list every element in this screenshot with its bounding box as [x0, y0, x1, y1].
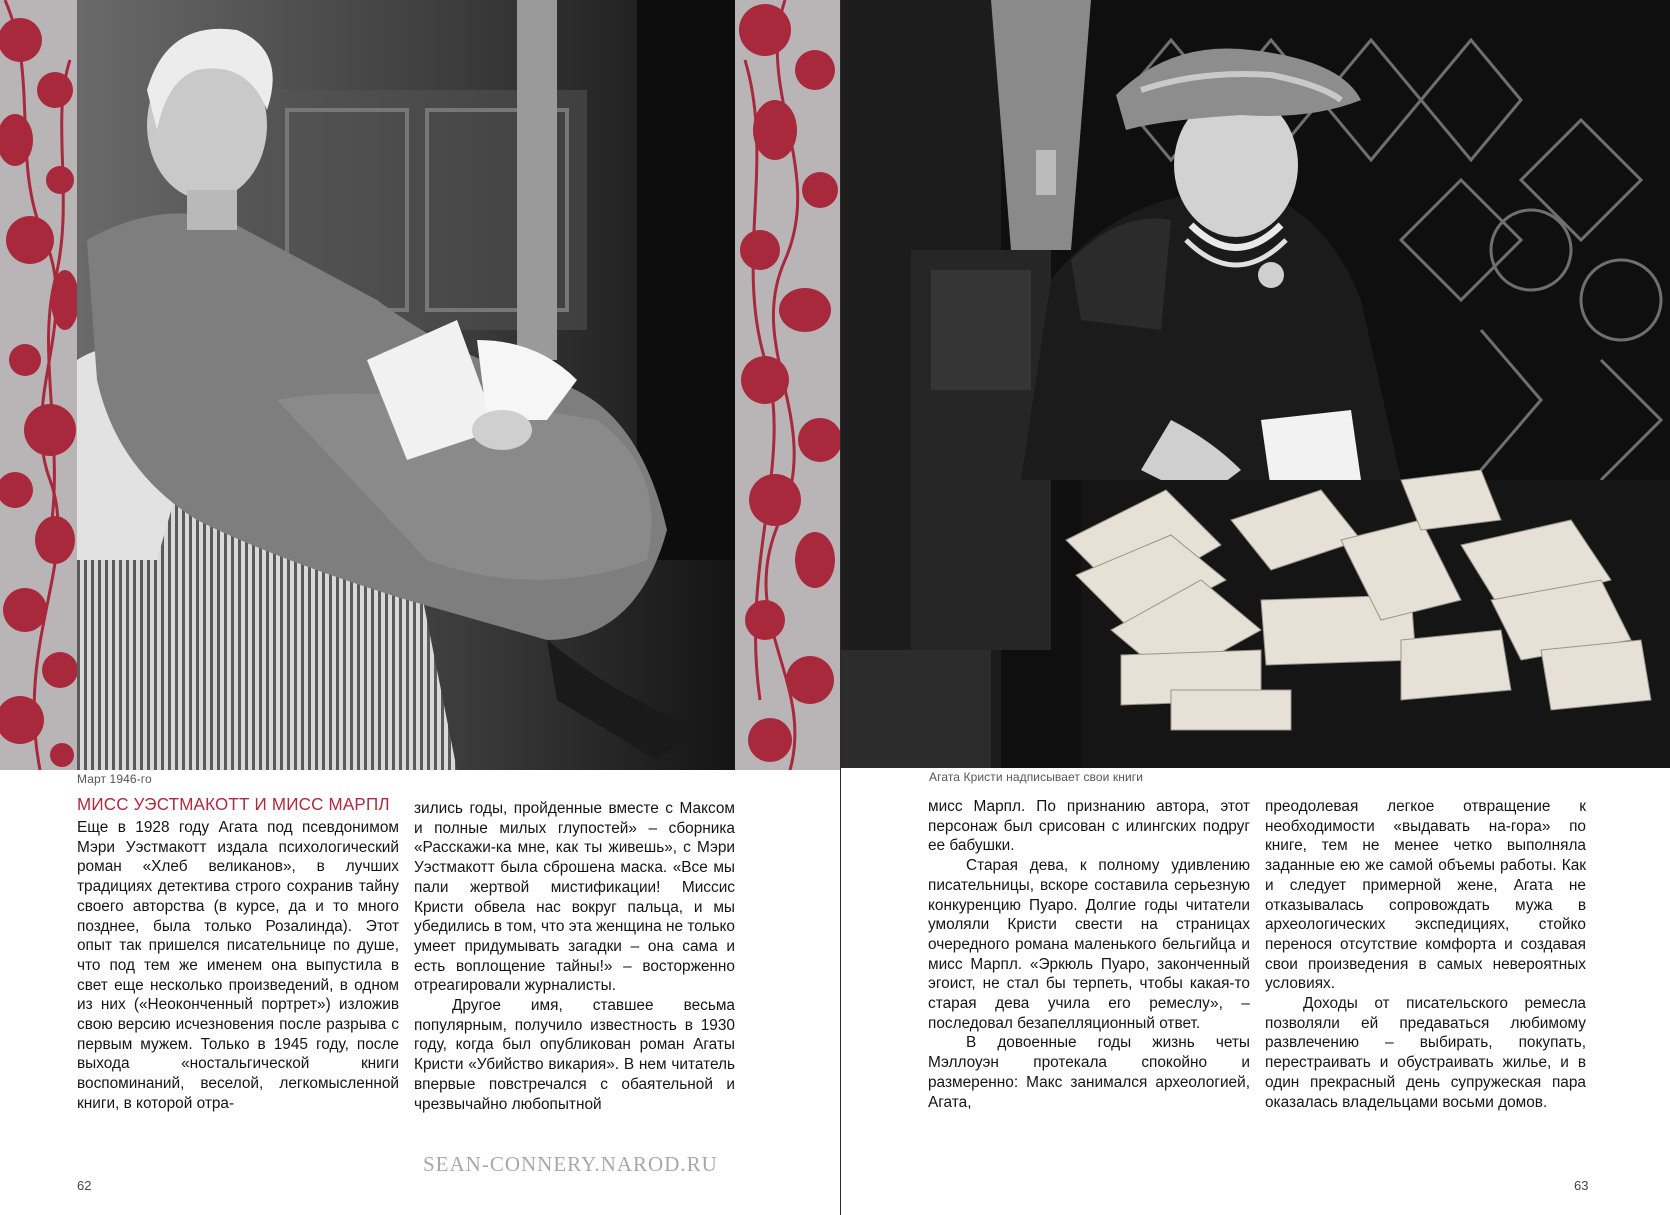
page-number-left: 62 [77, 1178, 92, 1193]
page-number-right: 63 [1574, 1178, 1589, 1193]
floral-pattern [735, 0, 840, 770]
floral-pattern [0, 0, 77, 770]
watermark: SEAN-CONNERY.NAROD.RU [423, 1152, 718, 1176]
paragraph: Доходы от писательского ремесла позволяли ей предаваться любимому развлечению – выбирать, покупать, перестраивать и обустраивать жилье, и в один прекрасный день супружеская пара оказалась владельцами восьми домов. [1265, 995, 1586, 1111]
text-column-right-2 [1265, 797, 1586, 1112]
paragraph: В довоенные годы жизнь четы Мэллоуэн протекала спокойно и размеренно: Макс занимался археологией, Агата, [928, 1034, 1250, 1111]
photo-caption-right: Агата Кристи надписывает свои книги [929, 770, 1144, 784]
paragraph: Еще в 1928 году Агата под псевдонимом Мэри Уэстмакотт издала психологический роман «Хлеб великанов», в лучших традициях детектива строго сохранив тайну своего авторства (в курсе, да и то много позднее, была только Розалинда). Этот опыт так пришелся писательнице по душе, что под тем же именем она выпустила в свет еще несколько произведений, в одном из них («Неоконченный портрет») изложив свою версию исчезновения после разрыва с первым мужем. Только в 1945 году, после выхода «ностальгической книги воспоминаний, веселой, легкомысленной книги, в которой отра- [77, 819, 399, 1112]
paragraph: Другое имя, ставшее весьма популярным, получило известность в 1930 году, когда был опубликован роман Агаты Кристи «Убийство викария». В нем читатель впервые повстречался с обаятельной и чрезвычайно любопытной [414, 997, 735, 1113]
floral-border-left [0, 0, 77, 770]
photo-christie-armchair [77, 0, 735, 770]
text-column-right-1 [928, 797, 1250, 1112]
section-heading: МИСС УЭСТМАКОТТ И МИСС МАРПЛ [77, 794, 390, 815]
photo-christie-signing-books [841, 0, 1670, 768]
right-page [841, 0, 1670, 1215]
text-column-left-1 [77, 818, 399, 1114]
photo-caption-left: Март 1946-го [77, 772, 152, 786]
paragraph: Старая дева, к полному удивлению писательницы, вскоре составила серьезную конкуренцию Пуаро. Долгие годы читатели умоляли Кристи свести на страницах очередного романа маленького бельгийца и мисс Марпл. «Эркюль Пуаро, законченный эгоист, не стал бы терпеть, чтобы какая-то старая дева учила его ремеслу», – последовал безапелляционный ответ. [928, 857, 1250, 1032]
paragraph: зились годы, пройденные вместе с Максом и полные милых глупостей» – сборника «Расскажи-ка мне, как ты живешь», с Мэри Уэстмакотт была сброшена маска. «Все мы пали жертвой мистификации! Миссис Кристи обвела нас вокруг пальца, и мы убедились в том, что эта женщина не только умеет придумывать загадки – она сама и есть воплощение тайны!» – восторженно отреагировали журналисты. [414, 800, 735, 995]
text-column-left-2 [414, 799, 735, 1114]
floral-border-center [735, 0, 840, 770]
paragraph: мисс Марпл. По признанию автора, этот персонаж был срисован с илингских подруг ее бабушки. [928, 798, 1250, 855]
paragraph: преодолевая легкое отвращение к необходимости «выдавать на-гора» по книге, тем не менее четко выполняла заданные ею же самой объемы работы. Как и следует примерной жене, Агата не отказывалась сопровождать мужа в археологических экспедициях, стойко перенося отсутствие комфорта и создавая свои произведения в самых невероятных условиях. [1265, 798, 1586, 993]
